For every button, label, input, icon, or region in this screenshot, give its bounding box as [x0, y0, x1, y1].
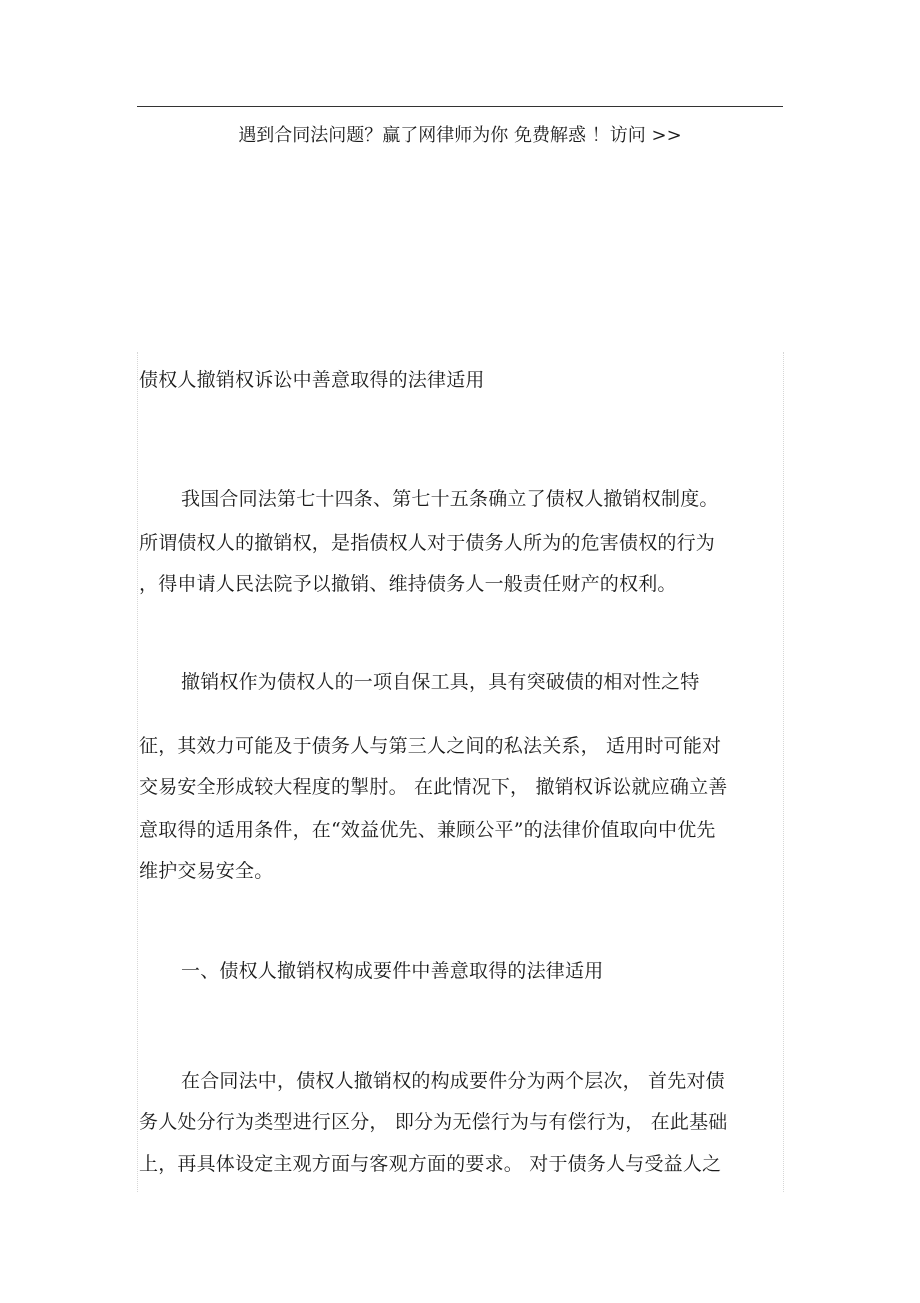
paragraph-3-line-3: 上，再具体设定主观方面与客观方面的要求。 对于债务人与受益人之 — [139, 1153, 722, 1175]
paragraph-3-line-1: 在合同法中，债权人撤销权的构成要件分为两个层次， 首先对债 — [181, 1070, 725, 1092]
article-body — [137, 352, 784, 1192]
paragraph-3-line-2: 务人处分行为类型进行区分， 即分为无偿行为与有偿行为， 在此基础 — [139, 1111, 728, 1133]
visit-arrow-link[interactable]: >> — [651, 125, 682, 146]
header-divider — [137, 106, 783, 107]
paragraph-2-line-3: 交易安全形成较大程度的掣肘。 在此情况下， 撤销权诉讼就应确立善 — [139, 776, 728, 798]
paragraph-2-line-1: 撤销权作为债权人的一项自保工具，具有突破债的相对性之特 — [181, 671, 700, 693]
paragraph-1-line-2: 所谓债权人的撤销权，是指债权人对于债务人所为的危害债权的行为 — [139, 532, 716, 554]
free-consult-link[interactable]: 免费解惑 — [514, 125, 587, 146]
banner-prefix-text: 遇到合同法问题？赢了网律师为你 — [238, 125, 509, 146]
paragraph-1-line-1: 我国合同法第七十四条、第七十五条确立了债权人撤销权制度。 — [181, 488, 719, 510]
paragraph-1-line-3: ，得申请人民法院予以撤销、维持债务人一般责任财产的权利。 — [139, 573, 677, 595]
banner-suffix-text: ！访问 — [591, 125, 646, 146]
promo-banner — [137, 122, 783, 150]
paragraph-2-line-2: 征，其效力可能及于债务人与第三人之间的私法关系， 适用时可能对 — [139, 735, 722, 757]
paragraph-2-line-5: 维护交易安全。 — [139, 860, 274, 882]
paragraph-2-line-4: 意取得的适用条件，在“效益优先、兼顾公平”的法律价值取向中优先 — [139, 819, 716, 841]
section-1-heading: 一、债权人撤销权构成要件中善意取得的法律适用 — [181, 960, 604, 982]
article-title: 债权人撤销权诉讼中善意取得的法律适用 — [139, 369, 485, 391]
